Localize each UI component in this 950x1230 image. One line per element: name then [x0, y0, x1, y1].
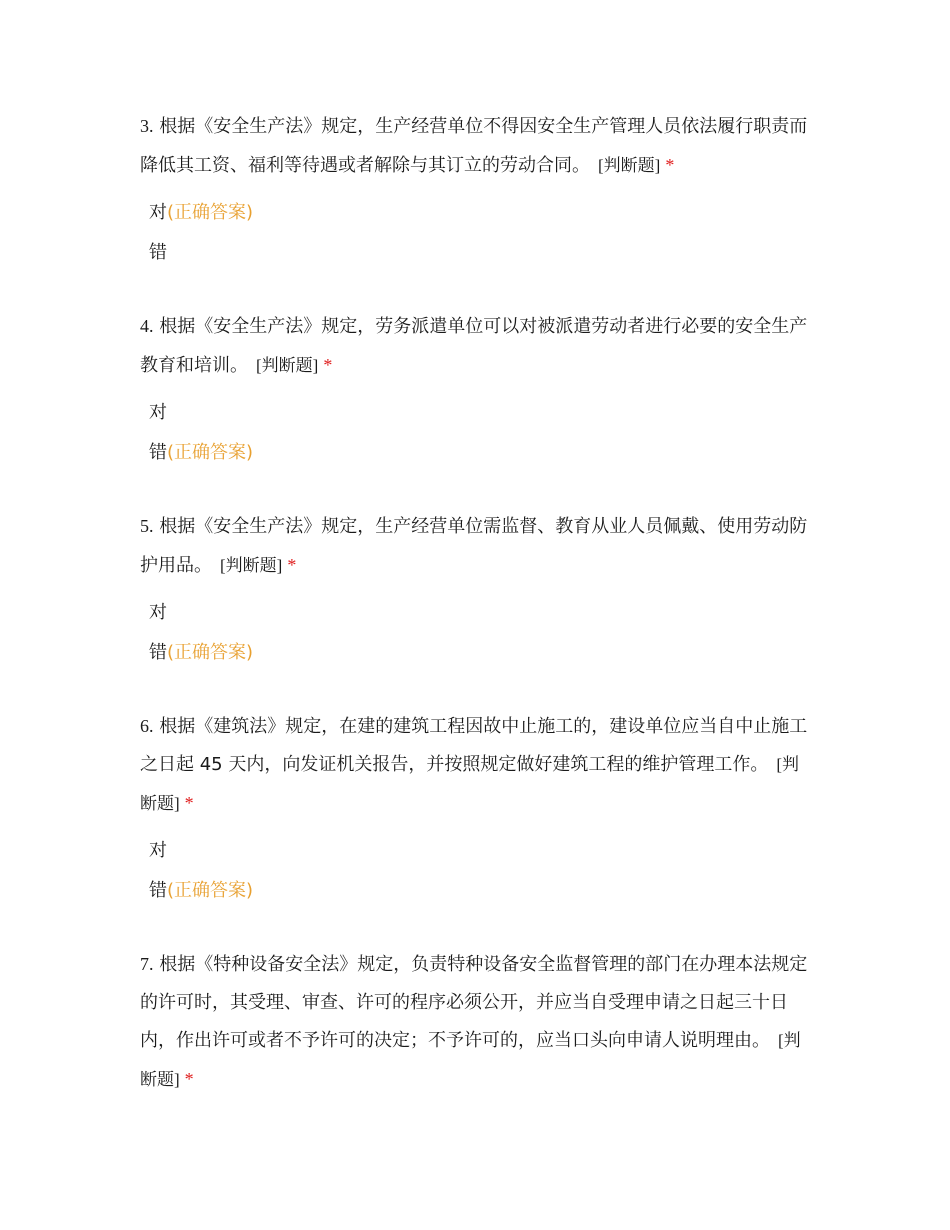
option-false[interactable] — [149, 233, 815, 273]
option-label: 错 — [149, 242, 167, 263]
question-type: [判断题] — [220, 556, 283, 575]
required-mark: * — [665, 155, 675, 175]
correct-answer-mark: (正确答案) — [167, 442, 254, 463]
option-label: 对 — [149, 202, 167, 223]
options-list — [140, 831, 815, 911]
question-type: [判断题] — [598, 156, 661, 175]
option-true[interactable] — [149, 193, 815, 233]
option-false[interactable] — [149, 871, 815, 911]
option-label: 对 — [149, 840, 167, 861]
question-number: 4. — [140, 316, 154, 336]
option-true[interactable] — [149, 593, 815, 633]
required-mark: * — [184, 793, 194, 813]
question-3 — [140, 107, 815, 273]
correct-answer-mark: (正确答案) — [167, 202, 254, 223]
question-body: 根据《安全生产法》规定，生产经营单位不得因安全生产管理人员依法履行职责而降低其工资、福利等待遇或者解除与其订立的劳动合同。 — [140, 116, 808, 176]
question-type: [判断题] — [140, 1031, 801, 1089]
question-4 — [140, 307, 815, 473]
question-6 — [140, 707, 815, 911]
required-mark: * — [287, 555, 297, 575]
question-text — [140, 307, 815, 385]
question-body: 根据《安全生产法》规定，劳务派遣单位可以对被派遣劳动者进行必要的安全生产教育和培训。 — [140, 316, 808, 376]
option-label: 错 — [149, 880, 167, 901]
question-number: 5. — [140, 516, 154, 536]
option-true[interactable] — [149, 831, 815, 871]
question-number: 7. — [140, 954, 154, 974]
options-list — [140, 593, 815, 673]
question-text — [140, 107, 815, 185]
question-body: 根据《安全生产法》规定，生产经营单位需监督、教育从业人员佩戴、使用劳动防护用品。 — [140, 516, 808, 576]
option-label: 对 — [149, 402, 167, 423]
question-body: 根据《建筑法》规定，在建的建筑工程因故中止施工的，建设单位应当自中止施工之日起 45 天内，向发证机关报告，并按照规定做好建筑工程的维护管理工作。 — [140, 716, 808, 775]
options-list — [140, 193, 815, 273]
option-label: 错 — [149, 442, 167, 463]
required-mark: * — [323, 355, 333, 375]
option-label: 对 — [149, 602, 167, 623]
question-text — [140, 707, 815, 823]
option-false[interactable] — [149, 633, 815, 673]
required-mark: * — [184, 1069, 194, 1089]
option-false[interactable] — [149, 433, 815, 473]
question-text — [140, 507, 815, 585]
question-5 — [140, 507, 815, 673]
option-label: 错 — [149, 642, 167, 663]
question-body: 根据《特种设备安全法》规定，负责特种设备安全监督管理的部门在办理本法规定的许可时，其受理、审查、许可的程序必须公开，并应当自受理申请之日起三十日内，作出许可或者不予许可的决定；不予许可的，应当口头向申请人说明理由。 — [140, 954, 808, 1051]
question-type: [判断题] — [256, 356, 319, 375]
question-7 — [140, 945, 815, 1099]
question-text — [140, 945, 815, 1099]
option-true[interactable] — [149, 393, 815, 433]
question-type: [判断题] — [140, 755, 800, 813]
options-list — [140, 393, 815, 473]
question-number: 3. — [140, 116, 154, 136]
question-number: 6. — [140, 716, 154, 736]
correct-answer-mark: (正确答案) — [167, 642, 254, 663]
correct-answer-mark: (正确答案) — [167, 880, 254, 901]
